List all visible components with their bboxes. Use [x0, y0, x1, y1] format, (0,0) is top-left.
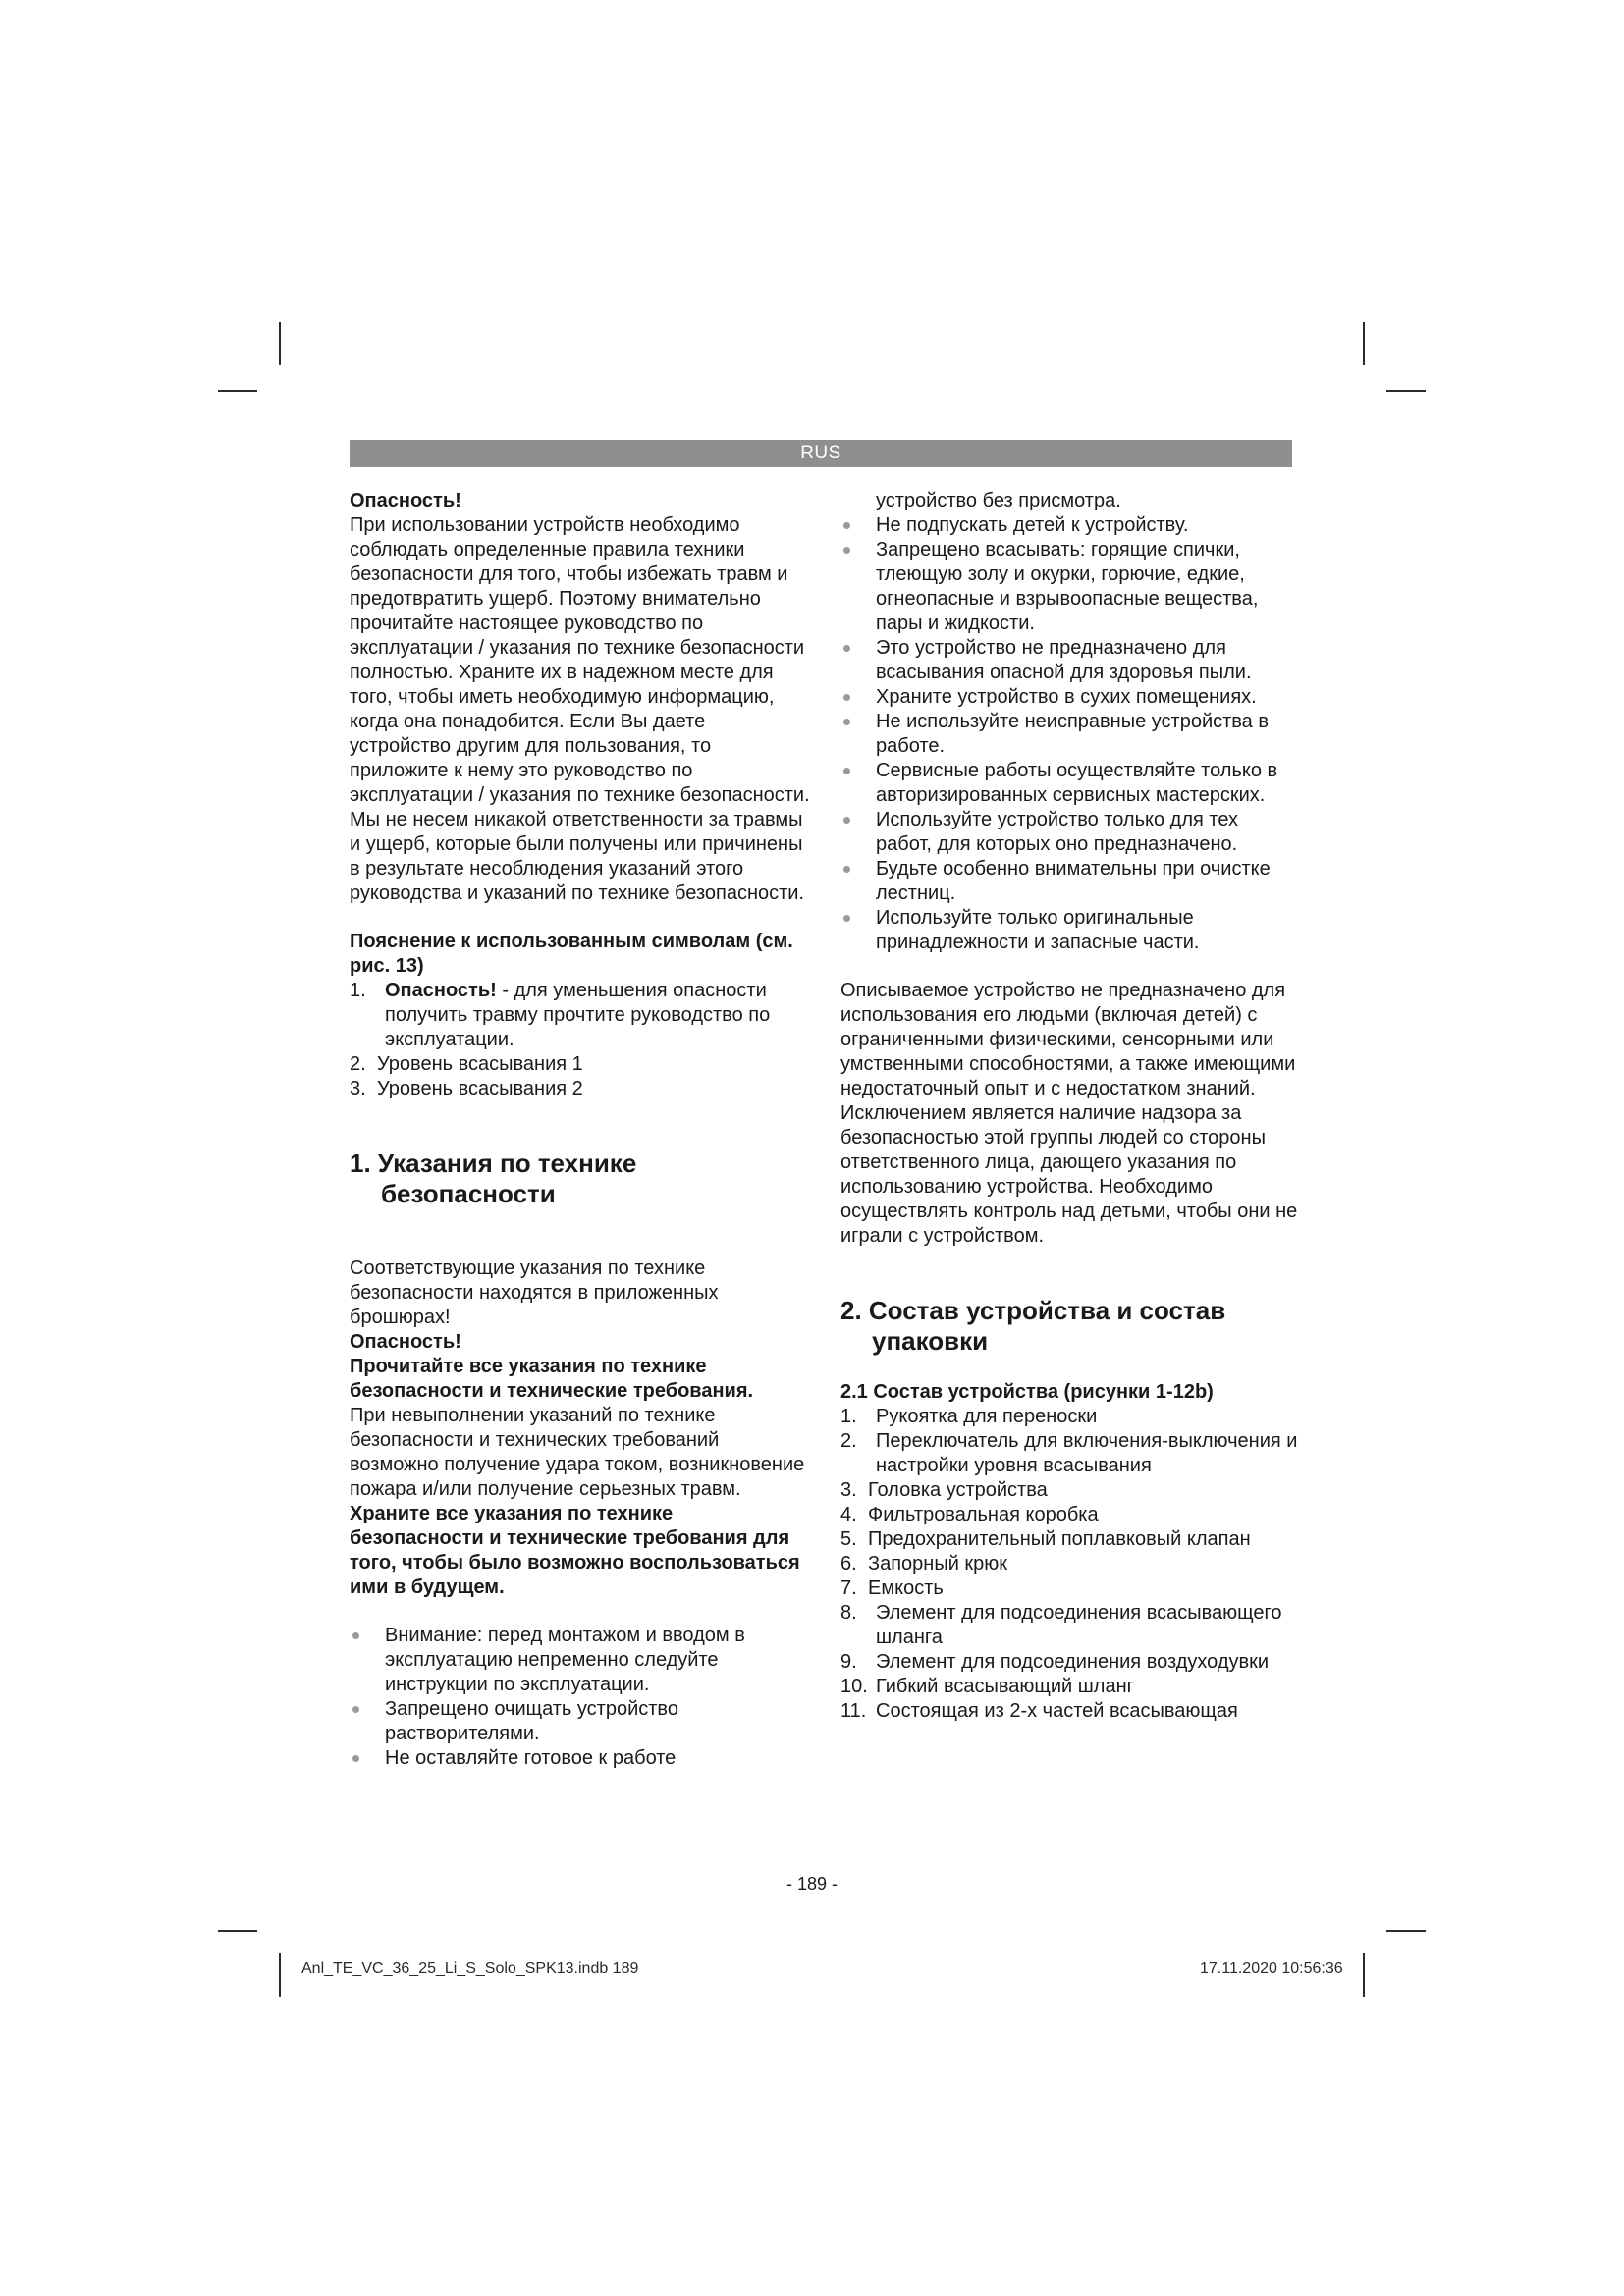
symbols-title: Пояснение к использованным символам (см. рис. 13): [350, 931, 793, 977]
parts-item-text: Элемент для подсоединения воздуходувки: [876, 1651, 1270, 1673]
bullet-text: Сервисные работы осуществляйте только в авторизированных сервисных мастерских.: [876, 760, 1278, 806]
parts-item-text: Предохранительный поплавковый клапан: [868, 1528, 1251, 1550]
symbols-item-bold: Опасность!: [385, 980, 497, 1001]
right-column: [840, 489, 1298, 1724]
parts-item-number: 10.: [840, 1676, 868, 1697]
crop-mark: [1386, 390, 1426, 392]
parts-item-text: Элемент для подсоединения всасывающего шланга: [876, 1602, 1282, 1648]
parts-item: [840, 1405, 1298, 1429]
parts-item-text: Переключатель для включения-выключения и настройки уровня всасывания: [876, 1430, 1298, 1476]
bullet-dot-icon: [843, 768, 850, 774]
bullet-item: [350, 1624, 811, 1697]
bullet-item: [840, 857, 1298, 906]
bullet-text: Будьте особенно внимательны при очистке лестниц.: [876, 858, 1271, 904]
bullet-item: [840, 759, 1298, 808]
bullet-dot-icon: [843, 817, 850, 824]
parts-item-number: 1.: [840, 1406, 857, 1427]
bullet-text: Запрещено очищать устройство растворителями.: [385, 1698, 678, 1744]
parts-item-number: 8.: [840, 1602, 857, 1624]
parts-list: [840, 1405, 1298, 1724]
parts-item-text: Емкость: [868, 1577, 944, 1599]
bullet-item: [840, 685, 1298, 710]
symbols-item: [350, 1052, 811, 1077]
bullet-item: [840, 808, 1298, 857]
danger-title: Опасность!: [350, 490, 461, 511]
bullet-text: Не используйте неисправные устройства в работе.: [876, 711, 1269, 757]
section1-text: При невыполнении указаний по технике безопасности и технических требований возможно получение удара током, возникновение пожара и/или получение серьезных травм.: [350, 1405, 805, 1500]
symbols-item: [350, 979, 811, 1052]
section2-title: 2. Состав устройства и состав упаковки: [840, 1296, 1226, 1356]
bullet-text: Используйте только оригинальные принадлежности и запасные части.: [876, 907, 1200, 953]
crop-mark: [1363, 322, 1365, 365]
symbols-item-number: 2.: [350, 1053, 366, 1075]
parts-item-text: Головка устройства: [868, 1479, 1048, 1501]
footer-datetime: 17.11.2020 10:56:36: [1200, 1960, 1343, 1977]
symbols-item-text: Уровень всасывания 2: [377, 1078, 583, 1099]
parts-item: [840, 1675, 1298, 1699]
symbols-list: [350, 979, 811, 1101]
bullet-dot-icon: [352, 1706, 359, 1713]
parts-item-number: 9.: [840, 1651, 857, 1673]
bullet-item: [840, 513, 1298, 538]
subsection-title: 2.1 Состав устройства (рисунки 1-12b): [840, 1381, 1214, 1403]
parts-item-number: 2.: [840, 1430, 857, 1452]
section1-intro: Соответствующие указания по технике безопасности находятся в приложенных брошюрах!: [350, 1257, 719, 1328]
crop-mark: [279, 322, 281, 365]
section1-keep: Храните все указания по технике безопасности и технические требования для того, чтобы было возможно воспользоваться ими в будущем.: [350, 1503, 800, 1598]
bullet-text: Не оставляйте готовое к работе: [385, 1747, 677, 1769]
symbols-item-number: 3.: [350, 1078, 366, 1099]
bullet-dot-icon: [843, 719, 850, 725]
bullet-item: [350, 1746, 811, 1771]
parts-item-number: 11.: [840, 1700, 867, 1722]
bullet-text: Запрещено всасывать: горящие спички, тлеющую золу и окурки, горючие, едкие, огнеопасные и взрывоопасные вещества, пары и жидкости.: [876, 539, 1259, 634]
bullet-dot-icon: [352, 1632, 359, 1639]
bullet-dot-icon: [843, 866, 850, 873]
parts-item: [840, 1650, 1298, 1675]
bullet-dot-icon: [843, 645, 850, 652]
section1-read: Прочитайте все указания по технике безопасности и технические требования.: [350, 1356, 754, 1402]
footer-file-name: Anl_TE_VC_36_25_Li_S_Solo_SPK13.indb 189: [301, 1960, 639, 1977]
parts-item: [840, 1478, 1298, 1503]
parts-item-number: 5.: [840, 1528, 857, 1550]
parts-item: [840, 1699, 1298, 1724]
bullet-dot-icon: [843, 522, 850, 529]
symbols-item: [350, 1077, 811, 1101]
language-header-bar: [350, 440, 1292, 467]
page-number: - 189 -: [785, 1874, 839, 1894]
section1-title: 1. Указания по технике безопасности: [350, 1148, 637, 1208]
bullet-text: Это устройство не предназначено для всасывания опасной для здоровья пыли.: [876, 637, 1252, 683]
left-bullet-list: [350, 1624, 811, 1771]
parts-item-number: 6.: [840, 1553, 857, 1575]
bullet-item: [840, 636, 1298, 685]
bullet-dot-icon: [843, 547, 850, 554]
parts-item-text: Рукоятка для переноски: [876, 1406, 1098, 1427]
section1-body: [350, 1404, 811, 1600]
bullet-text: Не подпускать детей к устройству.: [876, 514, 1189, 536]
symbols-item-text: Уровень всасывания 1: [377, 1053, 583, 1075]
bullet-item: [840, 538, 1298, 636]
bullet-text: Внимание: перед монтажом и вводом в эксплуатацию непременно следуйте инструкции по эксплуатации.: [385, 1625, 745, 1695]
bullet-dot-icon: [843, 694, 850, 701]
crop-mark: [218, 390, 257, 392]
parts-item: [840, 1429, 1298, 1478]
parts-item-number: 3.: [840, 1479, 857, 1501]
section1-danger: Опасность!: [350, 1331, 461, 1353]
parts-item-text: Состоящая из 2-х частей всасывающая: [876, 1700, 1238, 1722]
parts-item-number: 7.: [840, 1577, 857, 1599]
parts-item: [840, 1527, 1298, 1552]
parts-item-text: Запорный крюк: [868, 1553, 1008, 1575]
parts-item-text: Гибкий всасывающий шланг: [876, 1676, 1134, 1697]
parts-item-number: 4.: [840, 1504, 857, 1525]
bullet-item: [840, 906, 1298, 955]
parts-item-text: Фильтровальная коробка: [868, 1504, 1099, 1525]
bullet-item: [350, 1697, 811, 1746]
bullet-text: Храните устройство в сухих помещениях.: [876, 686, 1257, 708]
crop-mark: [279, 1953, 281, 1997]
parts-item: [840, 1503, 1298, 1527]
left-column: [350, 489, 811, 1771]
right-bullet-list: [840, 513, 1298, 955]
bullet-dot-icon: [843, 915, 850, 922]
crop-mark: [1363, 1953, 1365, 1997]
parts-item: [840, 1601, 1298, 1650]
parts-item: [840, 1552, 1298, 1576]
symbols-item-text: - для уменьшения опасности получить травму прочтите руководство по эксплуатации.: [385, 980, 771, 1050]
bullet-text: Используйте устройство только для тех работ, для которых оно предназначено.: [876, 809, 1239, 855]
continuation-text: устройство без присмотра.: [876, 490, 1121, 511]
symbols-item-number: 1.: [350, 980, 366, 1001]
parts-item: [840, 1576, 1298, 1601]
bullet-item: [840, 710, 1298, 759]
disclaimer-text: Описываемое устройство не предназначено для использования его людьми (включая детей) с ограниченными физическими, сенсорными или умственными способностями, а также имеющими недостаточный опыт и с недостатком знаний. Исключением является наличие надзора за безопасностью этой группы людей со стороны ответственного лица, дающего указания по использованию устройства. Необходимо осуществлять контроль над детьми, чтобы они не играли с устройством.: [840, 980, 1298, 1247]
crop-mark: [218, 1930, 257, 1932]
crop-mark: [1386, 1930, 1426, 1932]
bullet-dot-icon: [352, 1755, 359, 1762]
danger-text: При использовании устройств необходимо соблюдать определенные правила техники безопасности для того, чтобы избежать травм и предотвратить ущерб. Поэтому внимательно прочитайте настоящее руководство по эксплуатации / указания по технике безопасности полностью. Храните их в надежном месте для того, чтобы иметь необходимую информацию, когда она понадобится. Если Вы даете устройство другим для пользования, то приложите к нему это руководство по эксплуатации / указания по технике безопасности. Мы не несем никакой ответственности за травмы и ущерб, которые были получены или причинены в результате несоблюдения указаний этого руководства и указаний по технике безопасности.: [350, 514, 810, 904]
language-label: RUS: [800, 443, 841, 463]
